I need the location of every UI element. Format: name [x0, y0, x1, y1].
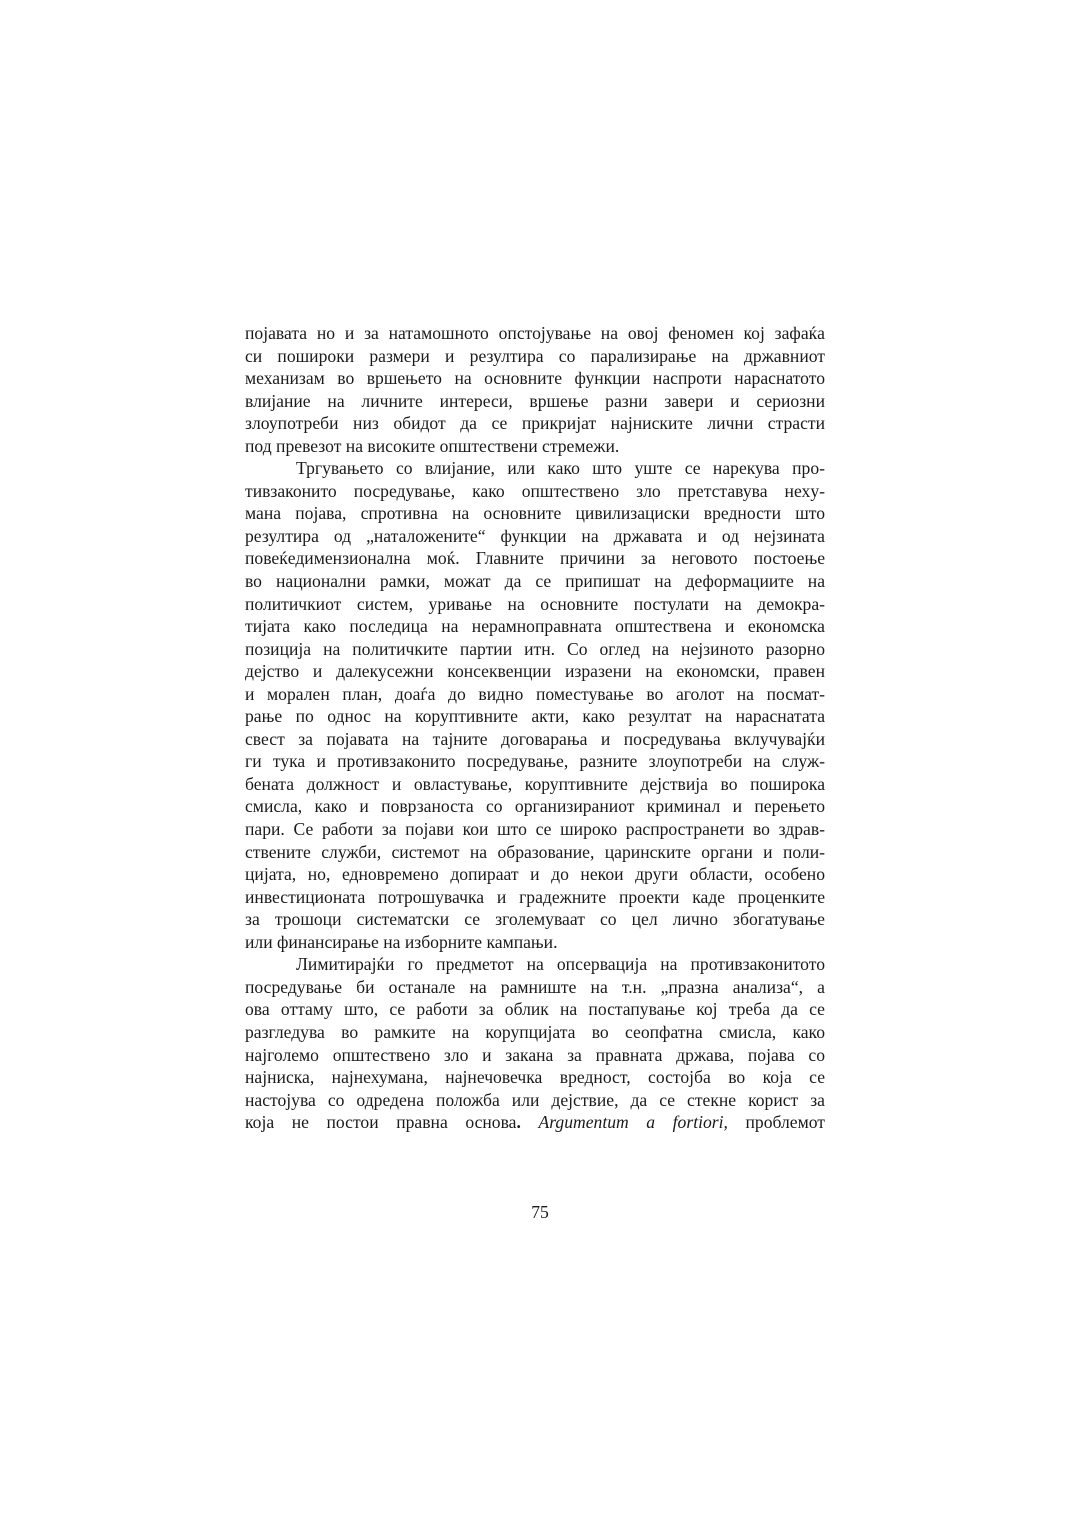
text-line: најниска, најнехумана, најнечовечка вредност, состојба во која се: [245, 1067, 825, 1088]
text-line: влијание на личните интереси, вршење разни завери и сериозни: [245, 390, 825, 411]
text-line: цијата, но, едновремено допираат и до некои други области, особено: [245, 864, 825, 885]
text-segment: проблемот: [745, 1112, 825, 1133]
latin-phrase: Argumentum a fortiori,: [538, 1112, 728, 1133]
text-line: тијата како последица на нерамноправната општествена и економска: [245, 616, 825, 637]
page-number: 75: [531, 1202, 549, 1222]
text-line: под превезот на високите општествени стремежи.: [245, 435, 620, 456]
text-line: рање по однос на коруптивните акти, како резултат на нараснатата: [245, 706, 825, 727]
text-line: позиција на политичките партии итн. Со оглед на нејзиното разорно: [245, 638, 825, 659]
text-line: ги тука и противзаконито посредување, разните злоупотреби на служ-: [245, 751, 825, 772]
text-line: ова оттаму што, се работи за облик на постапување кој треба да се: [245, 999, 825, 1020]
text-line: за трошоци систематски се зголемуваат со цел лично збогатување: [245, 909, 825, 930]
text-line: инвестиционата потрошувачка и градежните проекти каде проценките: [245, 886, 825, 907]
text-line: во национални рамки, можат да се припишат на деформациите на: [245, 571, 825, 592]
text-line: резултира од „наталожените“ функции на државата и од нејзината: [245, 525, 825, 546]
bold-period: .: [516, 1112, 521, 1133]
text-line: дејство и далекусежни консеквенции изразени на економски, правен: [245, 661, 825, 682]
text-line: политичкиот систем, уривање на основните постулати на демокра-: [245, 593, 825, 614]
body-text: [245, 322, 825, 1134]
text-line: тивзаконито посредување, како општествено зло претставува нехy-: [245, 480, 825, 501]
text-line: свест за појавата на тајните договарања и посредувања вклучувајќи: [245, 728, 825, 749]
text-line: разгледува во рамките на корупцијата во сеопфатна смисла, како: [245, 1021, 825, 1042]
text-line: бената должност и овластување, коруптивните дејствија во поширока: [245, 773, 825, 794]
text-line: Лимитирајќи го предметот на опсервација на противзаконитото: [296, 954, 825, 975]
text-line: појавата но и за натамошното опстојување на овој феномен кој зафаќа: [245, 323, 825, 343]
text-line: Тргувањето со влијание, или како што уште се нарекува про-: [296, 458, 825, 479]
text-line: ствените служби, системот на образование, царинските органи и поли-: [245, 841, 825, 862]
text-line: и морален план, доаѓа до видно поместување во аголот на посмат-: [245, 683, 825, 704]
text-line: најголемо општествено зло и закана за правната држава, појава со: [245, 1044, 825, 1065]
text-line: настојува со одредена положба или дејствие, да се стекне корист за: [245, 1089, 825, 1110]
text-line: си пошироки размери и резултира со парализирање на државниот: [245, 345, 825, 366]
text-line: мана појава, спротивна на основните цивилизациски вредности што: [245, 503, 825, 524]
text-line: повеќедимензионална моќ. Главните причини за неговото постоење: [245, 548, 825, 569]
text-line: или финансирање на изборните кампањи.: [245, 931, 558, 952]
text-line: злоупотреби низ обидот да се прикријат најниските лични страсти: [245, 413, 825, 434]
text-line: механизам во вршењето на основните функции наспроти нараснатото: [245, 368, 825, 389]
text-line: посредување би останале на рамниште на т.н. „празна анализа“, а: [245, 976, 825, 997]
text-segment: која не постои правна основа: [245, 1112, 517, 1133]
text-line: смисла, како и поврзаноста со организираниот криминал и перењето: [245, 796, 825, 817]
text-line: пари. Се работи за појави кои што се широко распространети во здрав-: [245, 819, 825, 840]
text-line-final: [245, 1111, 825, 1134]
